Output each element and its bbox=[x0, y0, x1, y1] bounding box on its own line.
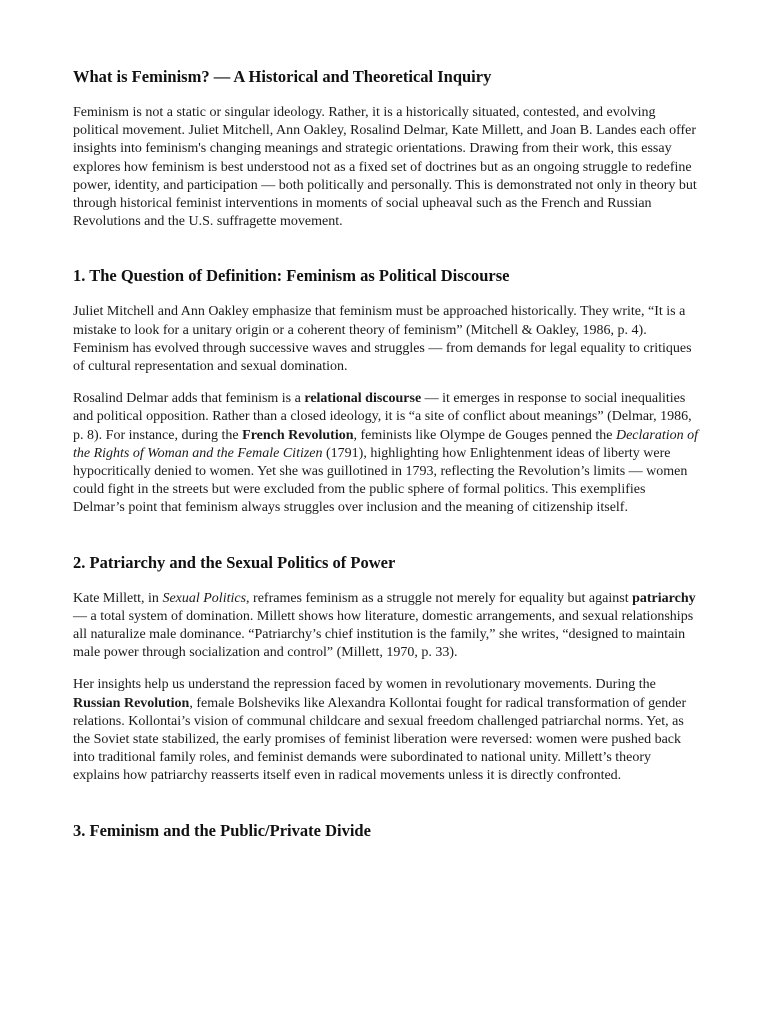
text-run: Kate Millett, in bbox=[73, 590, 163, 606]
text-run: Rosalind Delmar adds that feminism is a bbox=[73, 391, 305, 407]
section-1-paragraph-2 bbox=[73, 390, 699, 517]
bold-term: French Revolution bbox=[242, 427, 354, 443]
document-page bbox=[73, 66, 699, 858]
text-run: — it emerges in response to social inequalities and political opposition. Rather than a closed ideology, it is “a site of conflict about meanings” (Delmar, 1986, p. 8). For instance, during the bbox=[73, 391, 692, 443]
section-1-paragraph-1: Juliet Mitchell and Ann Oakley emphasize that feminism must be approached historically. They write, “It is a mistake to look for a unitary origin or a coherent theory of feminism” (Mitchell & Oakley, 1986, p. 4). Feminism has evolved through successive waves and struggles — from demands for legal equality to critiques of cultural representation and sexual domination. bbox=[73, 304, 692, 375]
italic-title: Sexual Politics bbox=[162, 590, 247, 606]
bold-term: relational discourse bbox=[304, 391, 422, 407]
text-run: , reframes feminism as a struggle not merely for equality but against bbox=[246, 590, 633, 606]
section-3-heading: 3. Feminism and the Public/Private Divide bbox=[73, 820, 371, 840]
text-run: Her insights help us understand the repression faced by women in revolutionary movements. During the bbox=[73, 677, 656, 693]
bold-term: Russian Revolution bbox=[73, 695, 190, 711]
text-run: (1791), highlighting how Enlightenment ideas of liberty were hypocritically denied to women. Yet she was guillotined in 1793, reflecting the Revolution’s limits — women could fight in the streets but were excluded from the public sphere of formal politics. This exemplifies Delmar’s point that feminism always struggles over inclusion and the meaning of citizenship itself. bbox=[73, 445, 688, 516]
section-2-paragraph-1 bbox=[73, 590, 699, 663]
text-run: — a total system of domination. Millett shows how literature, domestic arrangements, and sexual relationships all naturalize male dominance. “Patriarchy’s chief institution is the family,” she writes, “designed to maintain male power through socialization and control” (Millett, 1970, p. 33). bbox=[73, 608, 694, 661]
intro-paragraph: Feminism is not a static or singular ideology. Rather, it is a historically situated, contested, and evolving political movement. Juliet Mitchell, Ann Oakley, Rosalind Delmar, Kate Millett, and Joan B. Landes each offer insights into feminism's changing meanings and strategic orientations. Drawing from their work, this essay explores how feminism is best understood not as a fixed set of doctrines but as an ongoing struggle to redefine power, identity, and participation — both politically and personally. This is demonstrated not only in theory but through historical feminist interventions in moments of social upheaval such as the French and Russian Revolutions and the U.S. suffragette movement. bbox=[73, 105, 697, 230]
text-run: , feminists like Olympe de Gouges penned the bbox=[353, 427, 616, 443]
italic-title: Declaration of the Rights of Woman and the Female Citizen bbox=[73, 427, 698, 461]
text-run: , female Bolsheviks like Alexandra Kollontai fought for radical transformation of gender relations. Kollontai’s vision of communal childcare and sexual freedom challenged patriarchal norms. Yet, as the Soviet state stabilized, the early promises of feminist liberation were reversed: women were pushed back into traditional family roles, and feminist demands were subordinated to national unity. Millett’s theory explains how patriarchy reasserts itself even in radical movements unless it is directly confronted. bbox=[73, 695, 687, 784]
section-1-heading: 1. The Question of Definition: Feminism as Political Discourse bbox=[73, 266, 510, 286]
bold-term: patriarchy bbox=[632, 590, 696, 606]
section-2-paragraph-2 bbox=[73, 676, 699, 785]
section-2-heading: 2. Patriarchy and the Sexual Politics of Power bbox=[73, 552, 396, 572]
document-title: What is Feminism? — A Historical and Theoretical Inquiry bbox=[73, 67, 492, 86]
